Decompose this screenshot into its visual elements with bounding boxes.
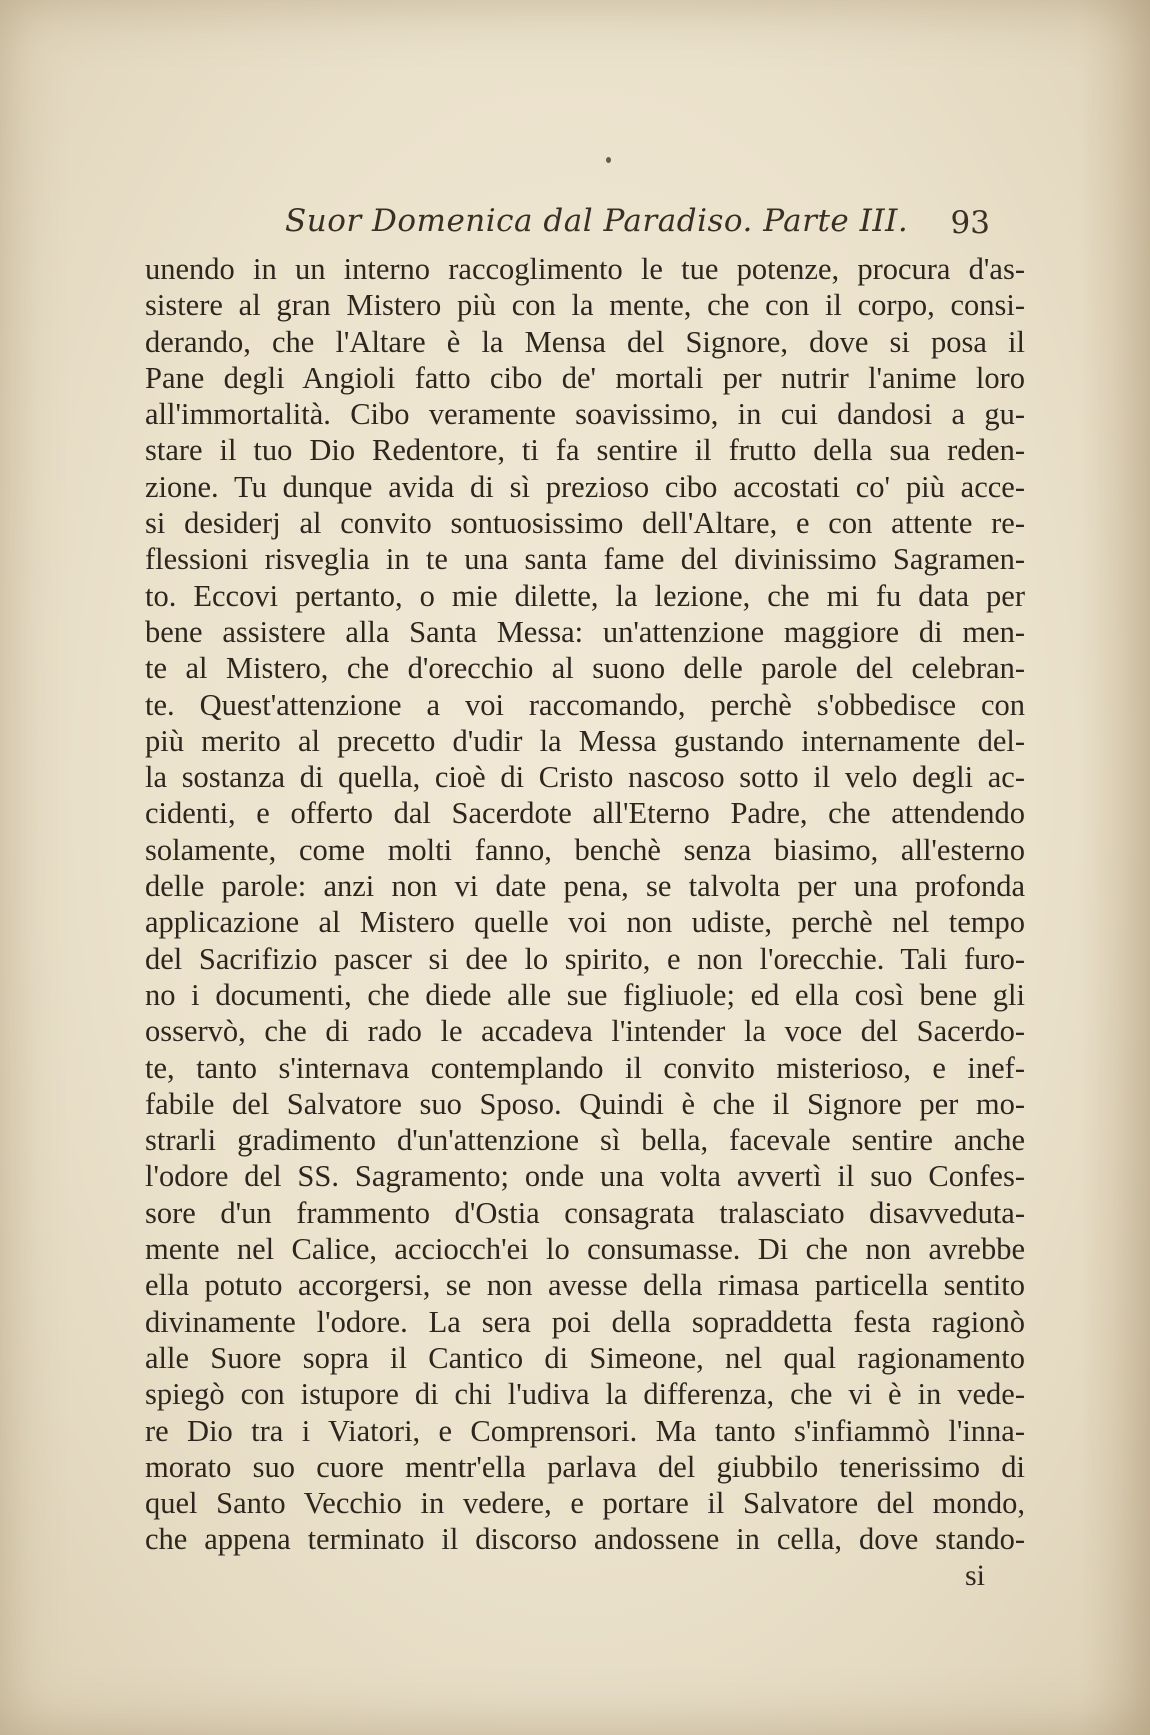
text-line: che appena terminato il discorso andossene in cella, dove stando-	[145, 1522, 1025, 1557]
text-line: l'odore del SS. Sagramento; onde una volta avvertì il suo Confes-	[145, 1159, 1025, 1194]
text-line: derando, che l'Altare è la Mensa del Signore, dove si posa il	[145, 324, 1025, 359]
page-header	[145, 203, 1010, 253]
text-line: te. Quest'attenzione a voi raccomando, perchè s'obbedisce con	[145, 687, 1025, 722]
text-line: te, tanto s'internava contemplando il convito misterioso, e inef-	[145, 1050, 1025, 1085]
page-edge-shade	[1080, 0, 1150, 1735]
text-line: delle parole: anzi non vi date pena, se talvolta per una profonda	[145, 869, 1025, 904]
text-line: si desiderj al convito sontuosissimo dell'Altare, e con attente re-	[145, 506, 1025, 541]
text-line: unendo in un interno raccoglimento le tue potenze, procura d'as-	[145, 252, 1025, 286]
text-line: la sostanza di quella, cioè di Cristo nascoso sotto il velo degli ac-	[145, 760, 1025, 795]
text-line: all'immortalità. Cibo veramente soavissimo, in cui dandosi a gu-	[145, 397, 1025, 432]
catchword: si	[965, 1559, 986, 1592]
text-line: flessioni risveglia in te una santa fame del divinissimo Sagramen-	[145, 542, 1025, 577]
text-line: applicazione al Mistero quelle voi non udiste, perchè nel tempo	[145, 905, 1025, 940]
text-line: osservò, che di rado le accadeva l'intender la voce del Sacerdo-	[145, 1014, 1025, 1049]
text-line: alle Suore sopra il Cantico di Simeone, nel qual ragionamento	[145, 1340, 1025, 1375]
text-line: sore d'un frammento d'Ostia consagrata tralasciato disavveduta-	[145, 1195, 1025, 1230]
text-line: bene assistere alla Santa Messa: un'attenzione maggiore di men-	[145, 614, 1025, 649]
text-line: fabile del Salvatore suo Sposo. Quindi è che il Signore per mo-	[145, 1086, 1025, 1121]
text-line: no i documenti, che diede alle sue figliuole; ed ella così bene gli	[145, 977, 1025, 1012]
text-line: strarli gradimento d'un'attenzione sì bella, facevale sentire anche	[145, 1123, 1025, 1158]
text-line: mente nel Calice, acciocch'ei lo consumasse. Di che non avrebbe	[145, 1232, 1025, 1267]
text-line: te al Mistero, che d'orecchio al suono delle parole del celebran-	[145, 651, 1025, 686]
text-line: spiegò con istupore di chi l'udiva la differenza, che vi è in vede-	[145, 1377, 1025, 1412]
text-line: divinamente l'odore. La sera poi della sopraddetta festa ragionò	[145, 1304, 1025, 1339]
text-line: ella potuto accorgersi, se non avesse della rimasa particella sentito	[145, 1268, 1025, 1303]
text-line: stare il tuo Dio Redentore, ti fa sentire il frutto della sua reden-	[145, 433, 1025, 468]
text-line: quel Santo Vecchio in vedere, e portare il Salvatore del mondo,	[145, 1486, 1025, 1521]
text-line: sistere al gran Mistero più con la mente, che con il corpo, consi-	[145, 288, 1025, 323]
body-text	[145, 251, 1025, 1558]
text-line: re Dio tra i Viatori, e Comprensori. Ma tanto s'infiammò l'inna-	[145, 1413, 1025, 1448]
running-title: Suor Domenica dal Paradiso. Parte III.	[285, 203, 909, 239]
page-number: 93	[950, 205, 990, 241]
text-line: to. Eccovi pertanto, o mie dilette, la lezione, che mi fu data per	[145, 578, 1025, 613]
text-line: del Sacrifizio pascer si dee lo spirito, e non l'orecchie. Tali furo-	[145, 941, 1025, 976]
text-line: solamente, come molti fanno, benchè senza biasimo, all'esterno	[145, 832, 1025, 867]
ink-speck	[606, 157, 611, 163]
text-line: cidenti, e offerto dal Sacerdote all'Eterno Padre, che attendendo	[145, 796, 1025, 831]
text-line: morato suo cuore mentr'ella parlava del giubbilo tenerissimo di	[145, 1449, 1025, 1484]
text-line: Pane degli Angioli fatto cibo de' mortali per nutrir l'anime loro	[145, 360, 1025, 395]
text-line: più merito al precetto d'udir la Messa gustando internamente del-	[145, 723, 1025, 758]
text-line: zione. Tu dunque avida di sì prezioso cibo accostati co' più acce-	[145, 469, 1025, 504]
